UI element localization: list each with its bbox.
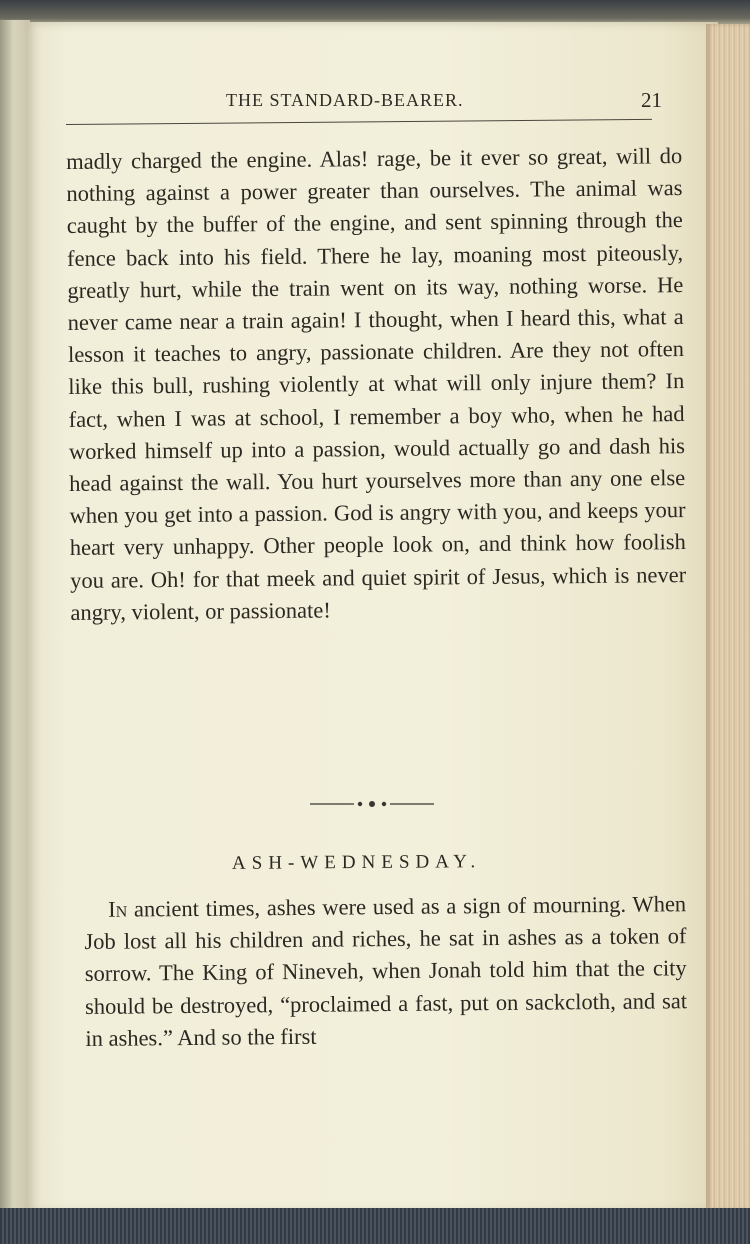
body-paragraph-2 — [84, 888, 688, 1055]
paragraph-2-text: ancient times, ashes were used as a sign of mourning. When Job lost all his children and riches, he sat in ashes as a token of sorrow. The King of Nineveh, when Jonah told him that the city should be destroyed, “proclaimed a fast, put on sackcloth, and sat in ashes.” And so the first — [84, 891, 688, 1051]
section-heading: ASH-WEDNESDAY. — [231, 851, 482, 874]
page-number: 21 — [641, 88, 662, 112]
running-head: THE STANDARD-BEARER. — [226, 90, 464, 110]
body-paragraph: madly charged the engine. Alas! rage, be it ever so great, will do nothing against a power greater than ourselves. The animal was caught by the buffer of the engine, and sent spinning through the fence back into his field. There he lay, moaning most piteously, greatly hurt, while the train went on its way, nothing worse. He never came near a train again! I thought, when I heard this, what a lesson it teaches to angry, passionate children. Are they not often like this bull, rushing violently at what will only injure them? In fact, when I was at school, I remember a boy who, when he had worked himself up into a passion, would actually go and dash his head against the wall. You hurt yourselves more than any one else when you get into a passion. God is angry with you, and keeps your heart very unhappy. Other people look on, and think how foolish you are. Oh! for that meek and quiet spirit of Jesus, which is never angry, violent, or passionate! — [66, 143, 687, 625]
ornament-divider — [310, 794, 434, 814]
page-fore-edge — [706, 24, 750, 1210]
drop-word: In — [108, 896, 128, 922]
book-cover-cloth — [0, 1208, 750, 1244]
page-header — [200, 86, 662, 116]
